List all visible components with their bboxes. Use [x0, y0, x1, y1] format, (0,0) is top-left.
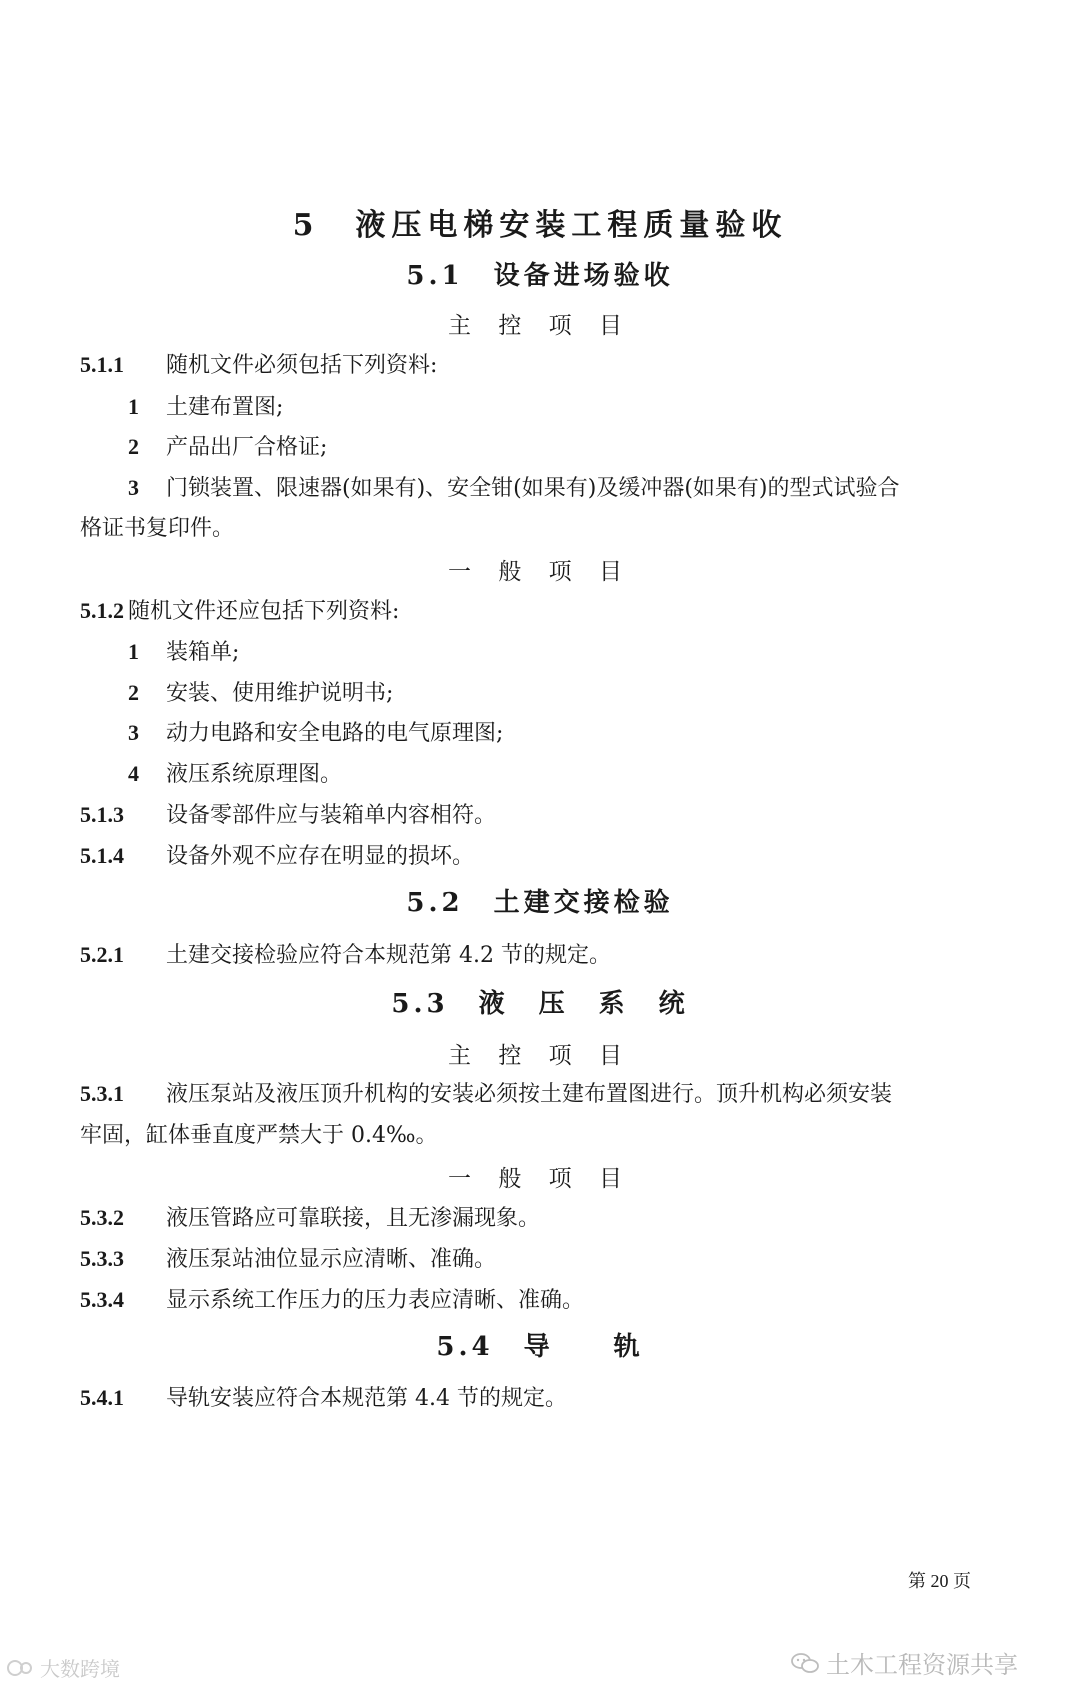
- list-item: [128, 430, 327, 461]
- clause-number: 5.3.2: [80, 1205, 124, 1230]
- clause-5-1-3: [80, 798, 496, 829]
- clause-text: 随机文件必须包括下列资料:: [166, 353, 438, 378]
- item-text: 动力电路和安全电路的电气原理图;: [166, 721, 504, 746]
- clause-text: 液压泵站油位显示应清晰、准确。: [166, 1247, 497, 1272]
- clause-text: 显示系统工作压力的压力表应清晰、准确。: [166, 1288, 585, 1313]
- clause-number: 5.1.1: [80, 352, 124, 377]
- category-main-5-3: 主 控 项 目: [448, 1043, 632, 1069]
- clause-5-1-2: [80, 594, 399, 625]
- clause-number: 5.2.1: [80, 942, 124, 967]
- clause-number: 5.1.4: [80, 843, 124, 868]
- clause-text: 随机文件还应包括下列资料:: [128, 599, 400, 624]
- clause-text: 导轨安装应符合本规范第 4.4 节的规定。: [166, 1386, 567, 1411]
- item-text: 土建布置图;: [166, 395, 284, 420]
- clause-5-3-1: [80, 1077, 892, 1108]
- logo-icon: [6, 1656, 36, 1680]
- category-general-5-1: 一 般 项 目: [448, 559, 632, 585]
- clause-5-3-2: [80, 1201, 540, 1232]
- item-text: 门锁装置、限速器(如果有)、安全钳(如果有)及缓冲器(如果有)的型式试验合: [166, 476, 900, 501]
- clause-text: 液压泵站及液压顶升机构的安装必须按土建布置图进行。顶升机构必须安装: [166, 1082, 893, 1107]
- list-item: [128, 716, 503, 747]
- watermark-right-text: 土木工程资源共享: [826, 1651, 1018, 1679]
- clause-number: 5.1.3: [80, 802, 124, 827]
- item-number: 4: [128, 761, 139, 786]
- clause-text: 设备零部件应与装箱单内容相符。: [166, 803, 497, 828]
- clause-number: 5.3.1: [80, 1081, 124, 1106]
- page-number: 第 20 页: [908, 1571, 971, 1591]
- clause-text: 设备外观不应存在明显的损坏。: [166, 844, 475, 869]
- clause-number: 5.4.1: [80, 1385, 124, 1410]
- item-text: 安装、使用维护说明书;: [166, 681, 394, 706]
- watermark-left: [6, 1653, 120, 1682]
- list-item: [128, 757, 342, 788]
- clause-number: 5.3.4: [80, 1287, 124, 1312]
- list-item: [128, 471, 900, 502]
- clause-text: 液压管路应可靠联接，且无渗漏现象。: [166, 1206, 541, 1231]
- clause-text: 土建交接检验应符合本规范第 4.2 节的规定。: [166, 943, 611, 968]
- item-text: 装箱单;: [166, 640, 240, 665]
- item-number: 1: [128, 639, 139, 664]
- list-item: [128, 390, 283, 421]
- list-item: [128, 676, 393, 707]
- chapter-title: 5 液压电梯安装工程质量验收: [292, 208, 788, 243]
- item-number: 3: [128, 720, 139, 745]
- clause-number: 5.3.3: [80, 1246, 124, 1271]
- section-title-5-2: 5.2 土建交接检验: [406, 888, 674, 918]
- clause-5-1-1: [80, 348, 437, 379]
- item-number: 2: [128, 680, 139, 705]
- item-number: 1: [128, 394, 139, 419]
- clause-5-2-1: [80, 938, 611, 969]
- section-title-5-1: 5.1 设备进场验收: [406, 261, 674, 291]
- section-title-5-4: 5.4 导 轨: [436, 1332, 644, 1362]
- watermark-left-text: 大数跨境: [40, 1657, 120, 1681]
- item-number: 3: [128, 475, 139, 500]
- item-continuation: 格证书复印件。: [80, 516, 235, 541]
- item-text: 产品出厂合格证;: [166, 435, 328, 460]
- category-general-5-3: 一 般 项 目: [448, 1166, 632, 1192]
- item-text: 液压系统原理图。: [166, 762, 343, 787]
- watermark-right: [790, 1645, 1018, 1680]
- item-number: 2: [128, 434, 139, 459]
- clause-5-4-1: [80, 1381, 567, 1412]
- section-title-5-3: 5.3 液 压 系 统: [391, 989, 689, 1019]
- list-item: [128, 635, 239, 666]
- category-main-5-1: 主 控 项 目: [448, 313, 632, 339]
- clause-5-1-4: [80, 839, 474, 870]
- clause-5-3-4: [80, 1283, 584, 1314]
- clause-number: 5.1.2: [80, 598, 124, 623]
- clause-5-3-3: [80, 1242, 496, 1273]
- clause-continuation: 牢固，缸体垂直度严禁大于 0.4‰。: [80, 1123, 438, 1148]
- wechat-icon: [790, 1651, 820, 1675]
